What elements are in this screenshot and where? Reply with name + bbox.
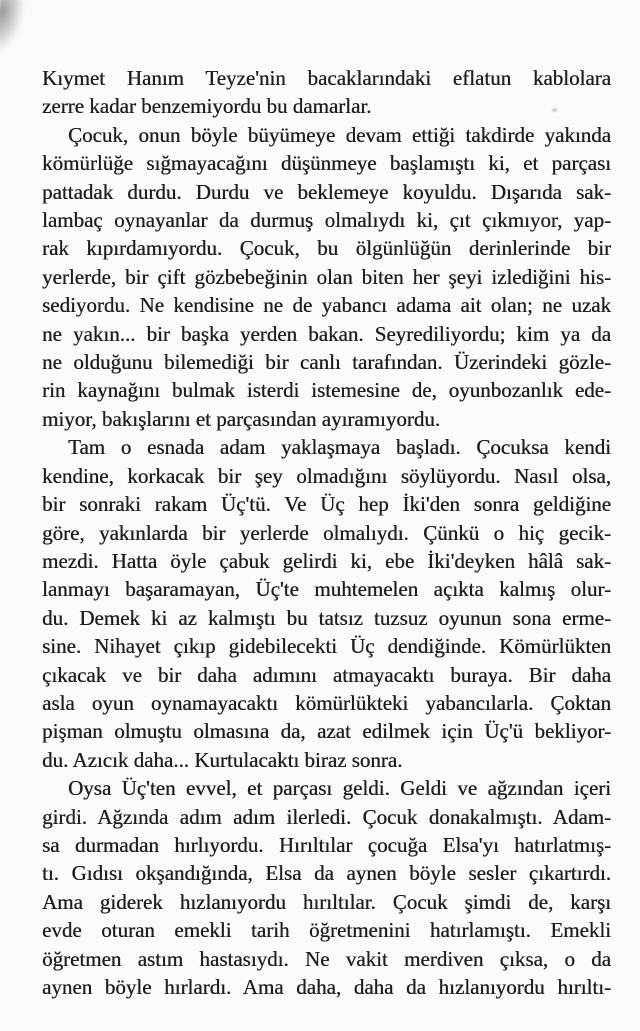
paragraph	[42, 433, 611, 774]
text-line: mezdi. Hatta öyle çabuk gelirdi ki, ebe İki'deyken hâlâ sak-	[42, 548, 611, 573]
text-line: lanmayı başaramayan, Üç'te muhtemelen açıkta kalmış olur-	[42, 577, 611, 602]
text-line: ne yakın... bir başka yerden bakan. Seyrediliyordu; kim ya da	[42, 321, 611, 346]
text-line: lambaç oynayanlar da durmuş olmalıydı ki, çıt çıkmıyor, yap-	[42, 208, 611, 233]
text-line: aynen böyle hırlardı. Ama daha, daha da hızlanıyordu hırıltı-	[42, 975, 611, 999]
text-line: pişman olmuştu olmasına da, azat edilmek için Üç'ü bekliyor-	[42, 719, 611, 744]
text-line: sediyordu. Ne kendisine ne de yabancı adama ait olan; ne uzak	[42, 293, 611, 318]
paragraph	[42, 121, 611, 433]
text-line: çıkacak ve bir daha adımını atmayacaktı buraya. Bir daha	[42, 662, 611, 687]
text-line: zerre kadar benzemiyordu bu damarlar.	[42, 94, 372, 119]
text-line: du. Demek ki az kalmıştı bu tatsız tuzsuz oyunun sona erme-	[42, 605, 611, 630]
text-line: asla oyun oynamayacaktı kömürlükteki yabancılarla. Çoktan	[42, 690, 611, 715]
scan-smudge-artifact	[0, 0, 26, 56]
text-line: ne olduğunu bilemediği bir canlı tarafından. Üzerindeki gözle-	[42, 350, 611, 375]
text-line: Kıymet Hanım Teyze'nin bacaklarındaki eflatun kablolara	[42, 66, 611, 90]
text-line: sa durmadan hırlıyordu. Hırıltılar çocuğa Elsa'yı hatırlatmış-	[42, 832, 611, 857]
text-line: göre, yakınlarda bir yerlerde olmalıydı. Çünkü o hiç gecik-	[42, 520, 611, 545]
text-line: Ama giderek hızlanıyordu hırıltılar. Çocuk şimdi de, karşı	[42, 889, 611, 914]
text-line: Çocuk, onun böyle büyümeye devam ettiği takdirde yakında	[68, 122, 611, 147]
text-line: tı. Gıdısı okşandığında, Elsa da aynen böyle sesler çıkartırdı.	[42, 861, 611, 886]
text-line: kömürlüğe sığmayacağını düşünmeye başlamıştı ki, et parçası	[42, 151, 611, 176]
text-line: kendine, korkacak bir şey olmadığını söylüyordu. Nasıl olsa,	[42, 463, 611, 488]
text-line: rin kaynağını bulmak isterdi istemesine de, oyunbozanlık ede-	[42, 378, 611, 403]
text-line: yerlerde, bir çift gözbebeğinin olan biten her şeyi izlediğini his-	[42, 264, 611, 289]
text-line: sine. Nihayet çıkıp gidebilecekti Üç dendiğinde. Kömürlükten	[42, 634, 611, 659]
text-line: du. Azıcık daha... Kurtulacaktı biraz sonra.	[42, 747, 403, 772]
text-line: girdi. Ağzında adım adım ilerledi. Çocuk donakalmıştı. Adam-	[42, 804, 611, 829]
paragraph	[42, 774, 611, 1001]
text-line: rak kıpırdamıyordu. Çocuk, bu ölgünlüğün derinlerinde bir	[42, 236, 611, 261]
page-text	[42, 64, 611, 1001]
text-line: Tam o esnada adam yaklaşmaya başladı. Çocuksa kendi	[68, 435, 611, 460]
text-line: bir sonraki rakam Üç'tü. Ve Üç hep İki'den sonra geldiğine	[42, 492, 611, 517]
text-line: miyor, bakışlarını et parçasından ayıramıyordu.	[42, 406, 441, 431]
text-line: öğretmen astım hastasıydı. Ne vakit merdiven çıksa, o da	[42, 946, 611, 971]
text-line: pattadak durdu. Durdu ve beklemeye koyuldu. Dışarıda sak-	[42, 179, 611, 204]
text-line: evde oturan emekli tarih öğretmenini hatırlamıştı. Emekli	[42, 918, 611, 943]
text-line: Oysa Üç'ten evvel, et parçası geldi. Geldi ve ağzından içeri	[68, 776, 611, 801]
paragraph	[42, 64, 611, 121]
